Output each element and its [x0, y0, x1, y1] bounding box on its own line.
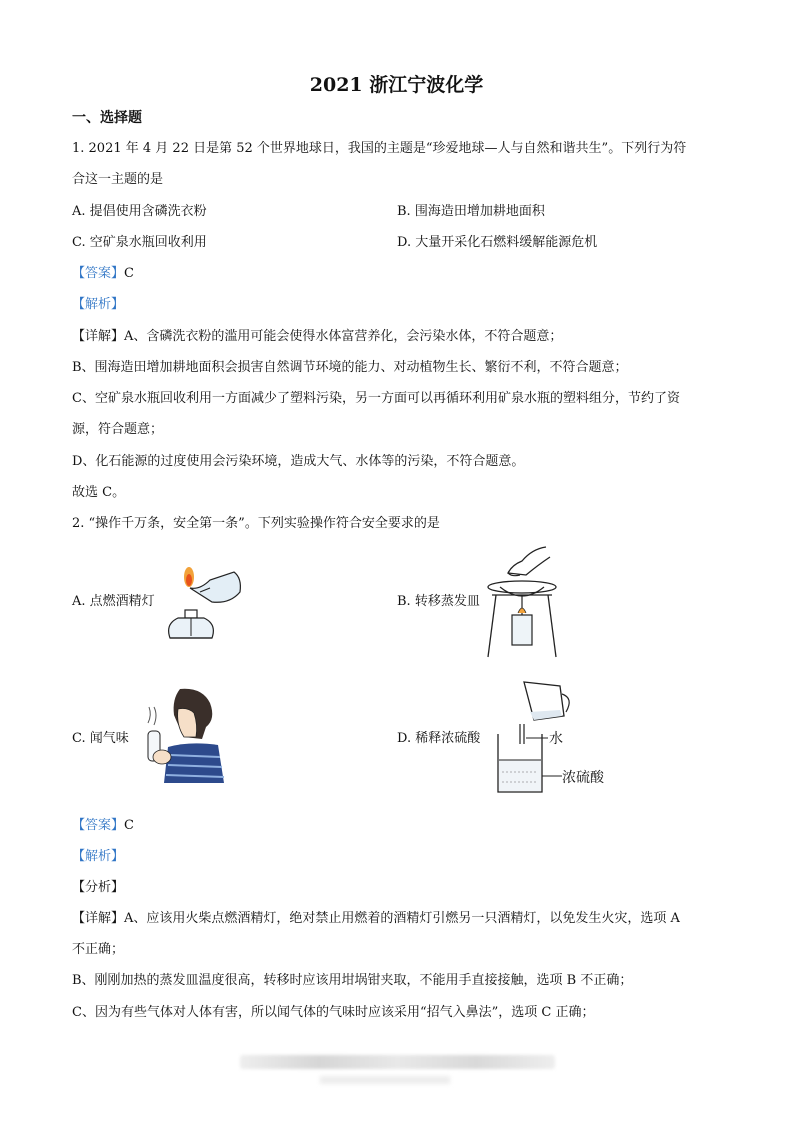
q2-analysis-label: 【解析】: [72, 849, 125, 864]
q2-option-d: D. 稀释浓硫酸: [397, 731, 481, 746]
q2-option-b: B. 转移蒸发皿: [397, 594, 480, 609]
q2-detail-1a: 【详解】A、应该用火柴点燃酒精灯，绝对禁止用燃着的酒精灯引燃另一只酒精灯，以免发生火灾，选项 A: [72, 911, 680, 926]
q2-answer: [72, 817, 134, 835]
q1-detail-3a: C、空矿泉水瓶回收利用一方面减少了塑料污染，另一方面可以再循环利用矿泉水瓶的塑料组分，节约了资: [72, 391, 680, 406]
smelling-gas-figure: [140, 685, 225, 785]
blurred-watermark-sub: [320, 1076, 450, 1084]
q1-detail-3b: 源，符合题意；: [72, 422, 164, 437]
fig-d-acid-label: 浓硫酸: [562, 770, 604, 786]
answer-value: C: [124, 818, 134, 833]
answer-label: 【答案】: [72, 266, 125, 281]
q1-option-c: C. 空矿泉水瓶回收利用: [72, 235, 207, 250]
q2-stem: 2. “操作千万条，安全第一条”。下列实验操作符合安全要求的是: [72, 516, 440, 531]
alcohol-lamp-figure: [160, 558, 245, 643]
q1-analysis-label: 【解析】: [72, 297, 125, 312]
q1-stem-line1: 1. 2021 年 4 月 22 日是第 52 个世界地球日，我国的主题是“珍爱地球—人与自然和谐共生”。下列行为符: [72, 141, 687, 156]
answer-label: 【答案】: [72, 818, 125, 833]
q1-detail-2: B、围海造田增加耕地面积会损害自然调节环境的能力、对动植物生长、繁衍不利，不符合题意；: [72, 360, 628, 375]
q1-detail-4: D、化石能源的过度使用会污染环境，造成大气、水体等的污染，不符合题意。: [72, 454, 525, 469]
q1-option-b: B. 围海造田增加耕地面积: [397, 204, 545, 219]
q2-detail-3: C、因为有些气体对人体有害，所以闻气体的气味时应该采用“招气入鼻法”，选项 C 正确；: [72, 1005, 595, 1020]
q1-answer: [72, 265, 134, 283]
q2-option-a: A. 点燃酒精灯: [72, 594, 155, 609]
q1-option-a: A. 提倡使用含磷洗衣粉: [72, 204, 207, 219]
q2-detail-2: B、刚刚加热的蒸发皿温度很高，转移时应该用坩埚钳夹取，不能用手直接接触，选项 B 不正确；: [72, 973, 633, 988]
section-heading: 一、选择题: [72, 110, 142, 126]
fig-d-water-label: 水: [549, 731, 563, 747]
q2-detail-1b: 不正确；: [72, 942, 125, 957]
evaporating-dish-figure: [480, 543, 565, 661]
q1-option-d: D. 大量开采化石燃料缓解能源危机: [397, 235, 598, 250]
q1-detail-1: 【详解】A、含磷洗衣粉的滥用可能会使得水体富营养化，会污染水体，不符合题意；: [72, 329, 563, 344]
q2-analysis-sub: 【分析】: [72, 880, 125, 895]
page-title: 2021 浙江宁波化学: [309, 74, 484, 96]
q2-option-c: C. 闻气味: [72, 731, 129, 746]
q1-stem-line2: 合这一主题的是: [72, 172, 164, 187]
answer-value: C: [124, 266, 134, 281]
q1-conclusion: 故选 C。: [72, 485, 126, 500]
blurred-watermark: [240, 1055, 555, 1069]
